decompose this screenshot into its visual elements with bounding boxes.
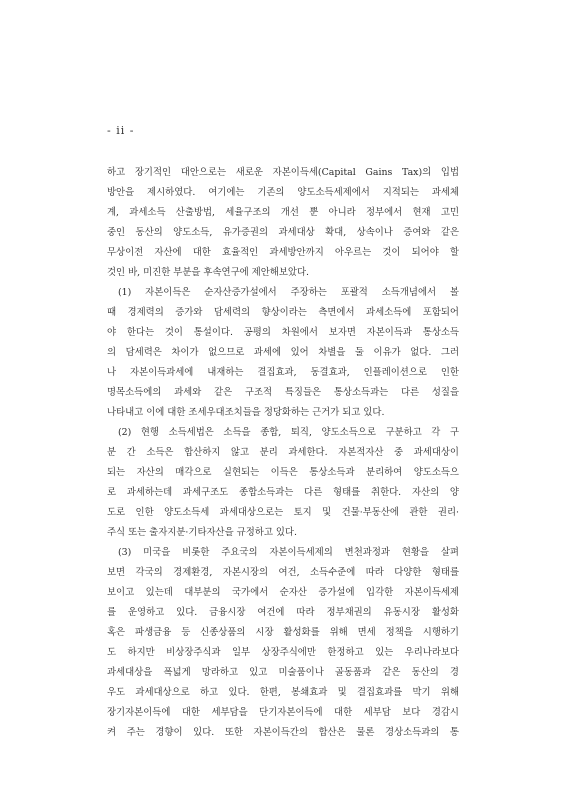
text-line: 나타내고 이에 대한 조세우대조치들을 정당화하는 근거가 되고 있다.: [107, 407, 385, 418]
text-line: 켜 주는 경향이 있다. 또한 자본이득간의 합산은 물론 경상소득과의 통: [107, 727, 459, 738]
page-number: - ii -: [107, 124, 135, 137]
text-line: 의 담세력은 차이가 없으므로 과세에 있어 차별을 둘 이유가 없다. 그러: [107, 347, 459, 358]
text-line: 방안을 제시하였다. 여기에는 기존의 양도소득세제에서 지적되는 과세체: [107, 187, 459, 198]
text-line: 과세대상을 폭넓게 망라하고 있고 미술품이나 골동품과 같은 동산의 경: [107, 667, 459, 678]
paragraph-3-start: (3) 미국을 비롯한 주요국의 자본이득세제의 변천과정과 현황을 살펴: [118, 547, 459, 558]
text-line: 때 경제력의 증가와 담세력의 향상이라는 측면에서 과세소득에 포함되어: [107, 307, 459, 318]
text-line: 것인 바, 미진한 부분을 후속연구에 제안해보았다.: [107, 267, 309, 278]
text-line: 나 자본이득과세에 내재하는 결집효과, 동결효과, 인플레이션으로 인한: [107, 367, 459, 378]
text-line: 중인 동산의 양도소득, 유가증권의 과세대상 확대, 상속이나 증여와 같은: [107, 227, 459, 238]
text-line: 보면 각국의 경제환경, 자본시장의 여건, 소득수준에 따라 다양한 형태를: [107, 567, 459, 578]
text-line: 혹은 파생금융 등 신종상품의 시장 활성화를 위해 면세 정책을 시행하기: [107, 627, 459, 638]
text-line: 야 한다는 것이 통설이다. 공평의 차원에서 보자면 자본이득과 통상소득: [107, 327, 459, 338]
text-line: 하고 장기적인 대안으로는 새로운 자본이득세(Capital Gains Tax)의 입법: [107, 167, 459, 178]
text-line: 계, 과세소득 산출방법, 세율구조의 개선 뿐 아니라 정부에서 현재 고민: [107, 207, 459, 218]
paragraph-2-start: (2) 현행 소득세법은 소득을 종합, 퇴직, 양도소득으로 구분하고 각 구: [118, 427, 459, 438]
text-line: 주식 또는 출자지분·기타자산을 규정하고 있다.: [107, 527, 297, 538]
text-line: 우도 과세대상으로 하고 있다. 한편, 봉쇄효과 및 결집효과를 막기 위해: [107, 687, 459, 698]
text-line: 보이고 있는데 대부분의 국가에서 순자산 증가설에 입각한 자본이득세제: [107, 587, 459, 598]
paragraph-1-start: (1) 자본이득은 순자산증가설에서 주장하는 포괄적 소득개념에서 볼: [118, 287, 459, 298]
text-line: 무상이전 자산에 대한 효율적인 과세방안까지 아우르는 것이 되어야 할: [107, 247, 459, 258]
text-line: 도로 인한 양도소득세 과세대상으로는 토지 및 건물·부동산에 관한 권리·: [107, 507, 459, 518]
text-line: 분 간 소득은 합산하지 않고 분리 과세한다. 자본적자산 중 과세대상이: [107, 447, 459, 458]
text-line: 명목소득에의 과세와 같은 구조적 특징들은 통상소득과는 다른 성질을: [107, 387, 459, 398]
text-line: 되는 자산의 매각으로 실현되는 이득은 통상소득과 분리하여 양도소득으: [107, 467, 459, 478]
text-line: 로 과세하는데 과세구조도 종합소득과는 다른 형태를 취한다. 자산의 양: [107, 487, 459, 498]
body-text: [107, 163, 459, 743]
text-line: 도 하지만 비상장주식과 일부 상장주식에만 한정하고 있는 우리나라보다: [107, 647, 459, 658]
text-line: 장기자본이득에 대한 세부담을 단기자본이득에 대한 세부담 보다 경감시: [107, 707, 459, 718]
text-line: 를 운영하고 있다. 금융시장 여건에 따라 정부채권의 유동시장 활성화: [107, 607, 459, 618]
